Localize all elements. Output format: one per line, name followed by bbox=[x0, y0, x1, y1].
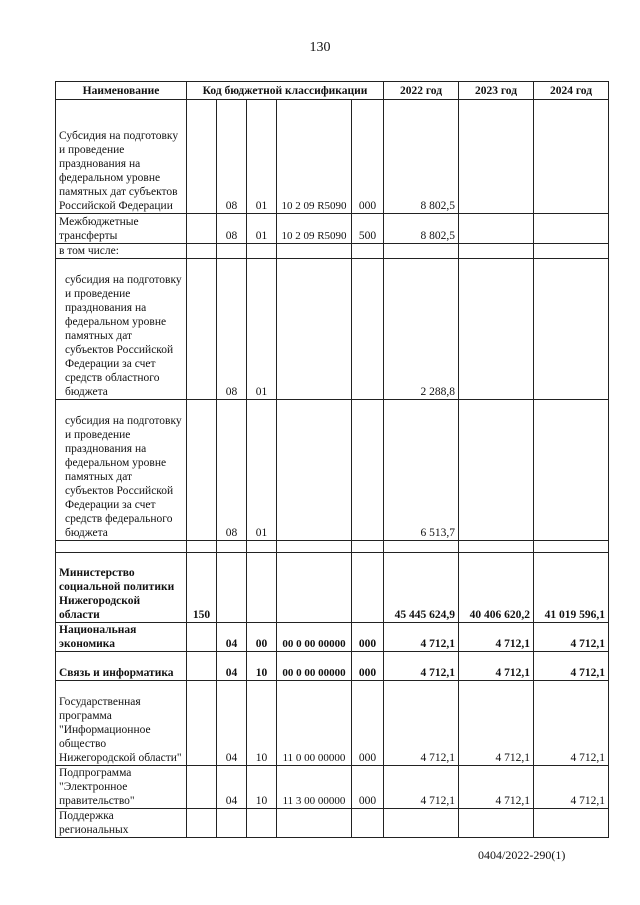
amount-2023 bbox=[459, 100, 534, 214]
amount-2022: 45 445 624,9 bbox=[384, 553, 459, 623]
amount-2022 bbox=[384, 541, 459, 553]
amount-2023 bbox=[459, 541, 534, 553]
table-header-row bbox=[56, 82, 609, 100]
amount-2023: 40 406 620,2 bbox=[459, 553, 534, 623]
subsection-code: 10 bbox=[247, 681, 277, 766]
amount-2022 bbox=[384, 809, 459, 838]
amount-2024: 41 019 596,1 bbox=[534, 553, 609, 623]
target-code bbox=[277, 541, 352, 553]
ministry-code bbox=[187, 214, 217, 244]
expense-type-code bbox=[352, 541, 384, 553]
row-name: Субсидия на подготовку и проведение празднования на федеральном уровне памятных дат субъектов Российской Федерации bbox=[56, 100, 187, 214]
subsection-code: 00 bbox=[247, 623, 277, 652]
target-code bbox=[277, 244, 352, 259]
table-row bbox=[56, 766, 609, 809]
section-code bbox=[217, 553, 247, 623]
table-row bbox=[56, 681, 609, 766]
expense-type-code: 000 bbox=[352, 681, 384, 766]
amount-2022: 4 712,1 bbox=[384, 681, 459, 766]
page-number: 130 bbox=[309, 40, 331, 55]
table-row bbox=[56, 214, 609, 244]
amount-2024: 4 712,1 bbox=[534, 623, 609, 652]
subsection-code: 01 bbox=[247, 214, 277, 244]
row-name bbox=[56, 541, 187, 553]
table-row bbox=[56, 244, 609, 259]
table-row bbox=[56, 623, 609, 652]
amount-2022: 4 712,1 bbox=[384, 623, 459, 652]
expense-type-code bbox=[352, 400, 384, 541]
ministry-code bbox=[187, 244, 217, 259]
amount-2022 bbox=[384, 244, 459, 259]
subsection-code: 10 bbox=[247, 652, 277, 681]
amount-2024: 4 712,1 bbox=[534, 652, 609, 681]
amount-2024 bbox=[534, 259, 609, 400]
section-code: 08 bbox=[217, 400, 247, 541]
subsection-code bbox=[247, 244, 277, 259]
subsection-code bbox=[247, 809, 277, 838]
target-code: 10 2 09 R5090 bbox=[277, 214, 352, 244]
table-row bbox=[56, 553, 609, 623]
section-code: 08 bbox=[217, 259, 247, 400]
header-2024: 2024 год bbox=[534, 82, 609, 100]
row-name: Межбюджетные трансферты bbox=[56, 214, 187, 244]
amount-2024 bbox=[534, 400, 609, 541]
target-code: 11 3 00 00000 bbox=[277, 766, 352, 809]
expense-type-code bbox=[352, 553, 384, 623]
target-code: 10 2 09 R5090 bbox=[277, 100, 352, 214]
amount-2023 bbox=[459, 400, 534, 541]
amount-2024 bbox=[534, 214, 609, 244]
expense-type-code: 000 bbox=[352, 652, 384, 681]
table-row bbox=[56, 652, 609, 681]
amount-2023 bbox=[459, 244, 534, 259]
row-name: Поддержка региональных bbox=[56, 809, 187, 838]
amount-2024 bbox=[534, 244, 609, 259]
target-code bbox=[277, 809, 352, 838]
subsection-code bbox=[247, 541, 277, 553]
expense-type-code bbox=[352, 259, 384, 400]
ministry-code bbox=[187, 400, 217, 541]
amount-2023: 4 712,1 bbox=[459, 623, 534, 652]
amount-2024 bbox=[534, 541, 609, 553]
amount-2022: 8 802,5 bbox=[384, 100, 459, 214]
amount-2022: 4 712,1 bbox=[384, 766, 459, 809]
target-code: 11 0 00 00000 bbox=[277, 681, 352, 766]
expense-type-code bbox=[352, 809, 384, 838]
row-name: Государственная программа "Информационное общество Нижегородской области" bbox=[56, 681, 187, 766]
subsection-code: 10 bbox=[247, 766, 277, 809]
table-row bbox=[56, 259, 609, 400]
section-code bbox=[217, 244, 247, 259]
table-row bbox=[56, 809, 609, 838]
header-2023: 2023 год bbox=[459, 82, 534, 100]
row-name: Связь и информатика bbox=[56, 652, 187, 681]
amount-2024 bbox=[534, 809, 609, 838]
amount-2023: 4 712,1 bbox=[459, 681, 534, 766]
section-code: 04 bbox=[217, 652, 247, 681]
subsection-code bbox=[247, 553, 277, 623]
row-name: субсидия на подготовку и проведение празднования на федеральном уровне памятных дат субъектов Российской Федерации за счет средств федерального бюджета bbox=[56, 400, 187, 541]
ministry-code bbox=[187, 652, 217, 681]
table-row bbox=[56, 400, 609, 541]
ministry-code bbox=[187, 259, 217, 400]
expense-type-code: 000 bbox=[352, 100, 384, 214]
header-2022: 2022 год bbox=[384, 82, 459, 100]
row-name: субсидия на подготовку и проведение празднования на федеральном уровне памятных дат субъектов Российской Федерации за счет средств областного бюджета bbox=[56, 259, 187, 400]
row-name: Подпрограмма "Электронное правительство" bbox=[56, 766, 187, 809]
expense-type-code: 000 bbox=[352, 766, 384, 809]
target-code bbox=[277, 400, 352, 541]
section-code: 04 bbox=[217, 681, 247, 766]
target-code: 00 0 00 00000 bbox=[277, 652, 352, 681]
ministry-code bbox=[187, 766, 217, 809]
section-code bbox=[217, 541, 247, 553]
section-code bbox=[217, 809, 247, 838]
section-code: 08 bbox=[217, 214, 247, 244]
amount-2024: 4 712,1 bbox=[534, 766, 609, 809]
ministry-code bbox=[187, 623, 217, 652]
row-name: Национальная экономика bbox=[56, 623, 187, 652]
amount-2023: 4 712,1 bbox=[459, 766, 534, 809]
row-name: в том числе: bbox=[56, 244, 187, 259]
amount-2023 bbox=[459, 214, 534, 244]
subsection-code: 01 bbox=[247, 259, 277, 400]
section-code: 04 bbox=[217, 623, 247, 652]
footer-code: 0404/2022-290(1) bbox=[478, 848, 566, 862]
ministry-code bbox=[187, 541, 217, 553]
expense-type-code bbox=[352, 244, 384, 259]
target-code: 00 0 00 00000 bbox=[277, 623, 352, 652]
amount-2023 bbox=[459, 259, 534, 400]
expense-type-code: 000 bbox=[352, 623, 384, 652]
amount-2023: 4 712,1 bbox=[459, 652, 534, 681]
expense-type-code: 500 bbox=[352, 214, 384, 244]
target-code bbox=[277, 553, 352, 623]
amount-2022: 4 712,1 bbox=[384, 652, 459, 681]
amount-2024: 4 712,1 bbox=[534, 681, 609, 766]
ministry-code bbox=[187, 809, 217, 838]
subsection-code: 01 bbox=[247, 400, 277, 541]
header-name: Наименование bbox=[56, 82, 187, 100]
amount-2022: 6 513,7 bbox=[384, 400, 459, 541]
amount-2022: 2 288,8 bbox=[384, 259, 459, 400]
table-body bbox=[56, 100, 609, 838]
header-code: Код бюджетной классификации bbox=[187, 82, 384, 100]
table-row bbox=[56, 541, 609, 553]
target-code bbox=[277, 259, 352, 400]
ministry-code bbox=[187, 100, 217, 214]
subsection-code: 01 bbox=[247, 100, 277, 214]
amount-2024 bbox=[534, 100, 609, 214]
section-code: 04 bbox=[217, 766, 247, 809]
row-name: Министерство социальной политики Нижегородской области bbox=[56, 553, 187, 623]
amount-2022: 8 802,5 bbox=[384, 214, 459, 244]
table-row bbox=[56, 100, 609, 214]
ministry-code: 150 bbox=[187, 553, 217, 623]
budget-table bbox=[55, 81, 609, 838]
amount-2023 bbox=[459, 809, 534, 838]
ministry-code bbox=[187, 681, 217, 766]
section-code: 08 bbox=[217, 100, 247, 214]
